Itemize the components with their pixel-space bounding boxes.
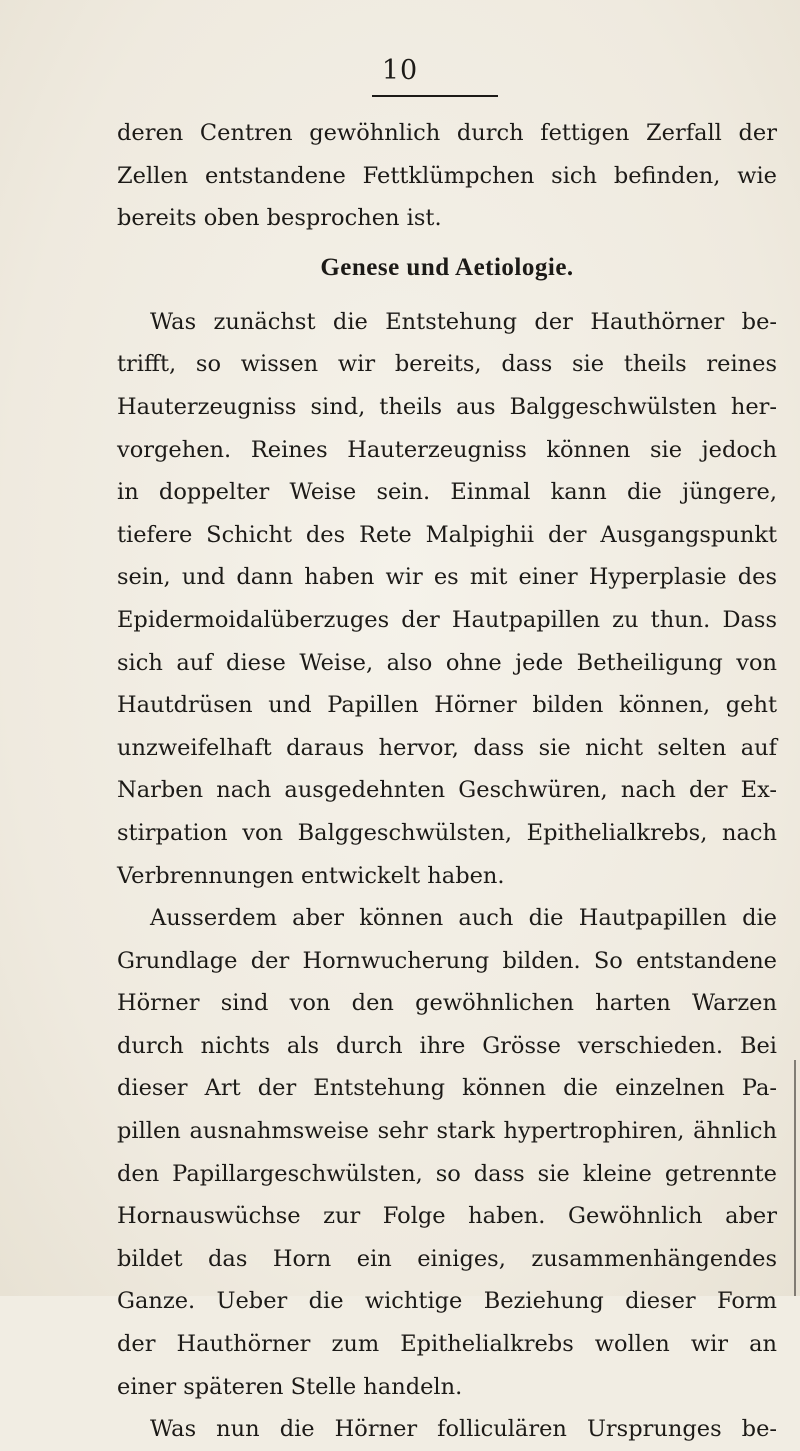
text-line: Verbrennungen entwickelt haben.	[117, 862, 505, 889]
text-line: einer späteren Stelle handeln.	[117, 1373, 463, 1400]
text-line: der Hauthörner zum Epithelialkrebs wollen wir an	[117, 1331, 777, 1358]
text-line: stirpation von Balggeschwülsten, Epithelialkrebs, nach	[117, 819, 777, 846]
paragraph-intro	[117, 112, 777, 240]
text-line: in doppelter Weise sein. Einmal kann die jüngere,	[117, 479, 777, 506]
page-body	[117, 112, 777, 1451]
text-line: Hautdrüsen und Papillen Hörner bilden können, geht	[117, 692, 777, 719]
text-line: dieser Art der Entstehung können die einzelnen Pa-	[117, 1075, 777, 1102]
text-line: Ausserdem aber können auch die Hautpapillen die	[150, 905, 777, 932]
paragraph-ausserdem	[117, 897, 777, 1408]
scan-edge-shadow	[794, 1060, 796, 1296]
text-line: durch nichts als durch ihre Grösse verschieden. Bei	[117, 1032, 777, 1059]
text-line: Hornauswüchse zur Folge haben. Gewöhnlich aber	[117, 1203, 777, 1230]
paragraph-genese	[117, 301, 777, 897]
text-line: Ganze. Ueber die wichtige Beziehung dieser Form	[117, 1288, 777, 1315]
text-line: bereits oben besprochen ist.	[117, 205, 442, 232]
text-line: Was zunächst die Entstehung der Hauthörner be-	[150, 308, 777, 335]
text-line: sein, und dann haben wir es mit einer Hyperplasie des	[117, 564, 777, 591]
paragraph-final	[117, 1408, 777, 1451]
section-heading: Genese und Aetiologie.	[320, 253, 574, 281]
text-line: Was nun die Hörner folliculären Ursprunges be-	[150, 1416, 777, 1443]
text-line: vorgehen. Reines Hauterzeugniss können sie jedoch	[117, 436, 777, 463]
text-line: Hauterzeugniss sind, theils aus Balggeschwülsten her-	[117, 393, 777, 420]
text-line: Hörner sind von den gewöhnlichen harten Warzen	[117, 990, 777, 1017]
text-line: den Papillargeschwülsten, so dass sie kleine getrennte	[117, 1160, 777, 1187]
text-line: Narben nach ausgedehnten Geschwüren, nach der Ex-	[117, 777, 777, 804]
text-line: Grundlage der Hornwucherung bilden. So entstandene	[117, 947, 777, 974]
text-line: deren Centren gewöhnlich durch fettigen Zerfall der	[117, 120, 777, 146]
text-line: Epidermoidalüberzuges der Hautpapillen zu thun. Dass	[117, 606, 777, 633]
text-line: unzweifelhaft daraus hervor, dass sie nicht selten auf	[117, 734, 777, 761]
text-line: trifft, so wissen wir bereits, dass sie theils reines	[117, 351, 777, 378]
text-line: pillen ausnahmsweise sehr stark hypertrophiren, ähnlich	[117, 1118, 777, 1145]
text-line: sich auf diese Weise, also ohne jede Betheiligung von	[117, 649, 777, 676]
page-number-rule	[372, 95, 498, 97]
page-number: 10	[381, 55, 419, 86]
text-line: tiefere Schicht des Rete Malpighii der Ausgangspunkt	[117, 521, 777, 548]
text-line: bildet das Horn ein einiges, zusammenhängendes	[117, 1245, 777, 1272]
text-line: Zellen entstandene Fettklümpchen sich befinden, wie	[117, 162, 777, 189]
